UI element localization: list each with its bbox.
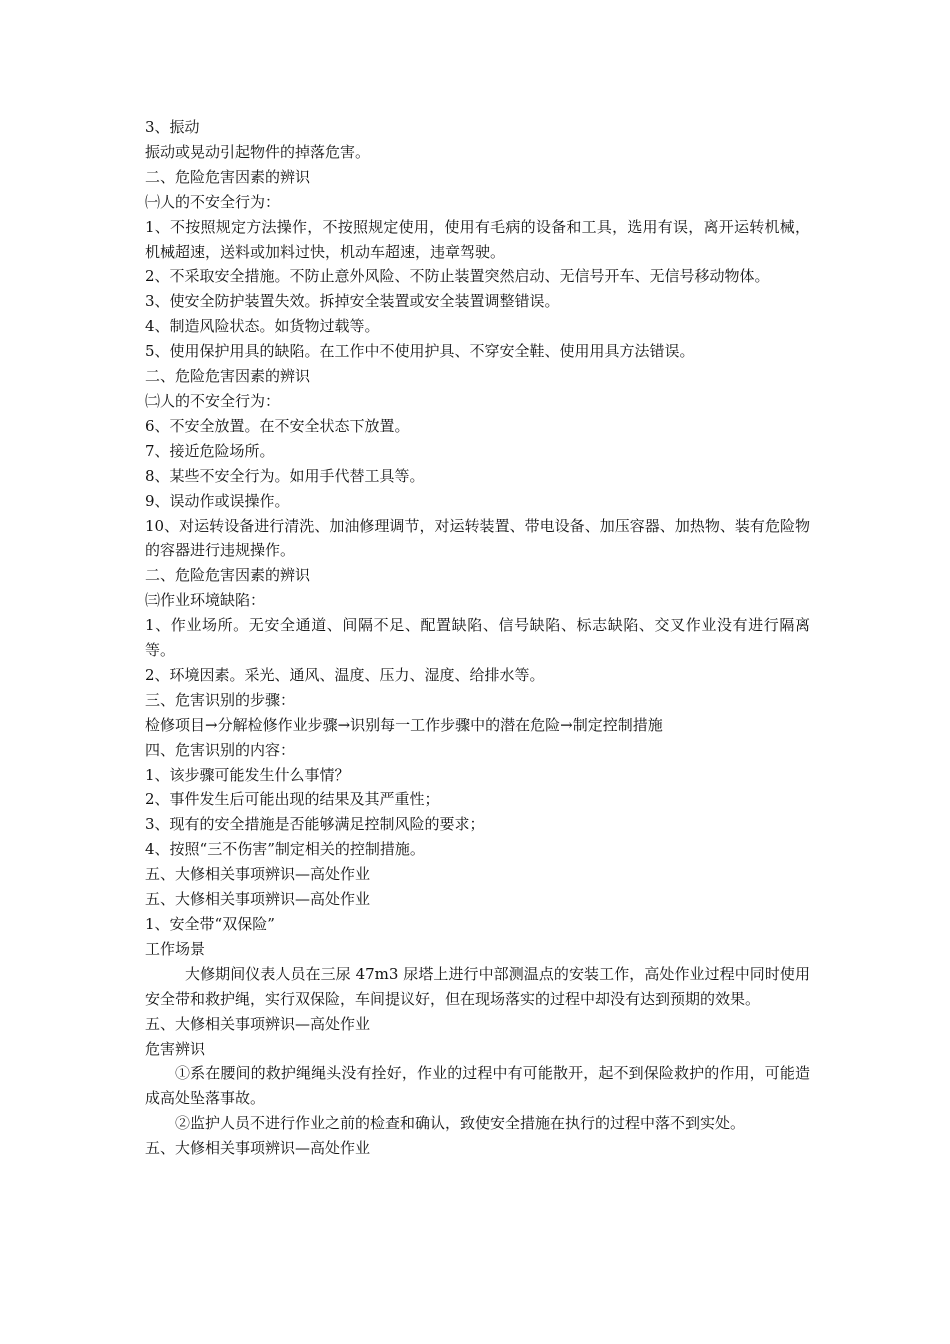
subsection-heading: 危害辨识 [145,1039,206,1058]
section-heading: 3、振动 [145,118,200,136]
list-item: 5、使用保护用具的缺陷。在工作中不使用护具、不穿安全鞋、使用用具方法错误。 [145,342,695,361]
list-item: 6、不安全放置。在不安全状态下放置。 [145,416,410,435]
list-item: 1、安全带“双保险” [145,915,275,933]
process-flow: 检修项目→分解检修作业步骤→识别每一工作步骤中的潜在危险→制定控制措施 [145,715,663,734]
section-heading: 二、危险危害因素的辨识 [145,367,311,386]
paragraph: ②监护人员不进行作业之前的检查和确认，致使安全措施在执行的过程中落不到实处。 [175,1114,746,1133]
section-heading: 二、危险危害因素的辨识 [145,566,311,585]
list-item: 2、环境因素。采光、通风、温度、压力、湿度、给排水等。 [145,665,545,684]
list-item: 1、该步骤可能发生什么事情？ [145,765,350,784]
paragraph: 振动或晃动引起物件的掉落危害。 [145,142,371,161]
section-heading: 四、危害识别的内容： [145,740,296,759]
section-heading: 二、危险危害因素的辨识 [145,167,311,186]
paragraph: 大修期间仪表人员在三尿 47m3 尿塔上进行中部测温点的安装工作，高处作业过程中同时使用安全带和救护绳，实行双保险，车间提议好，但在现场落实的过程中却没有达到预期的效果。 [145,964,810,1008]
list-item: 2、事件发生后可能出现的结果及其严重性； [145,790,440,809]
subsection-heading: 工作场景 [145,939,206,958]
list-item: 2、不采取安全措施。不防止意外风险、不防止装置突然启动、无信号开车、无信号移动物体。 [145,267,770,286]
list-item: 7、接近危险场所。 [145,441,275,460]
paragraph: ①系在腰间的救护绳绳头没有拴好，作业的过程中有可能散开，起不到保险救护的作用，可能造成高处坠落事故。 [145,1064,810,1108]
section-heading: 五、大修相关事项辨识—高处作业 [145,1014,371,1033]
section-heading: 五、大修相关事项辨识—高处作业 [145,890,371,909]
list-item: 3、使安全防护装置失效。拆掉安全装置或安全装置调整错误。 [145,292,560,311]
document-body [145,115,810,1161]
list-item: 9、误动作或误操作。 [145,491,290,510]
section-heading: 五、大修相关事项辨识—高处作业 [145,1139,371,1158]
subsection-heading: ㈠人的不安全行为： [145,192,281,211]
list-item: 1、作业场所。无安全通道、间隔不足、配置缺陷、信号缺陷、标志缺陷、交叉作业没有进行隔离等。 [145,616,810,660]
subsection-heading: ㈢作业环境缺陷： [145,591,266,610]
list-item: 3、现有的安全措施是否能够满足控制风险的要求； [145,815,485,834]
section-heading: 三、危害识别的步骤： [145,690,296,709]
subsection-heading: ㈡人的不安全行为： [145,391,281,410]
section-heading: 五、大修相关事项辨识—高处作业 [145,865,371,884]
list-item: 10、对运转设备进行清洗、加油修理调节，对运转装置、带电设备、加压容器、加热物、装有危险物的容器进行违规操作。 [145,516,810,560]
list-item: 8、某些不安全行为。如用手代替工具等。 [145,466,425,485]
list-item: 1、不按照规定方法操作，不按照规定使用，使用有毛病的设备和工具，选用有误，离开运转机械，机械超速，送料或加料过快，机动车超速，违章驾驶。 [145,217,810,261]
list-item: 4、按照“三不伤害”制定相关的控制措施。 [145,840,425,859]
list-item: 4、制造风险状态。如货物过载等。 [145,317,380,336]
